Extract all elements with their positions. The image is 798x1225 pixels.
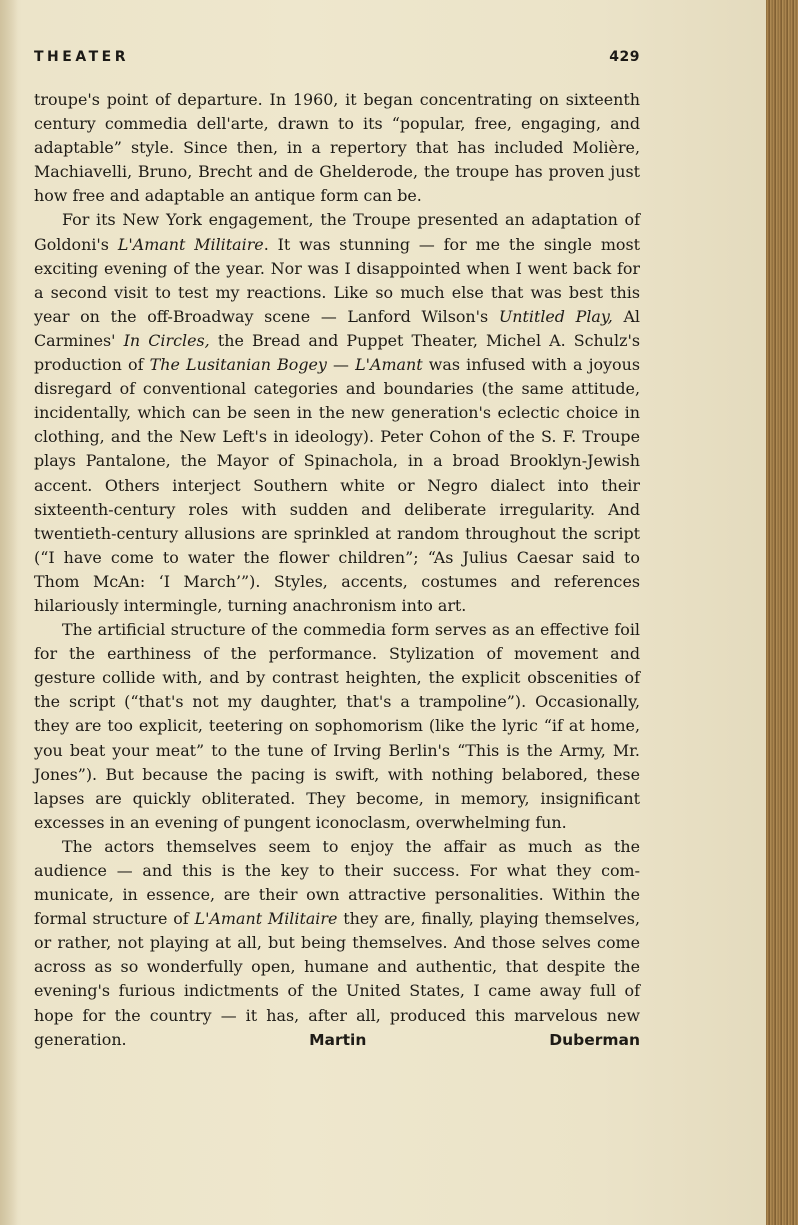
paragraph-4 bbox=[34, 835, 640, 1052]
text-run: — bbox=[326, 355, 356, 375]
paragraph-1 bbox=[34, 88, 640, 208]
article-body bbox=[34, 88, 640, 1052]
page-gutter-shadow bbox=[0, 0, 18, 1225]
text-run: troupe's point of departure. In 1960, it began concentrating on sixteenth century commedia dell'arte, drawn to its “popular, free, engaging, and adaptable” style. Since then, in a repertory that has included Molière, Machiavelli, Bruno, Brecht and de Ghelderode, the troupe has proven just how free and adaptable an antique form can be. bbox=[34, 90, 640, 206]
text-run: . It was stunning — for me the single most exciting evening of the year. Nor was I disappointed when I went back for a second visit to test my reactions. Like so much else that was best this year on the off-Broadway scene — Lanford Wilson's bbox=[34, 234, 641, 326]
italic-title-text: L'Amant bbox=[355, 355, 423, 375]
text-run: the Bread and Puppet Theater, Michel A. Schulz's production of bbox=[34, 330, 640, 375]
italic-title-text: The Lusitanian Bogey bbox=[149, 355, 327, 375]
text-run: For its New York engagement, the Troupe presented an adaptation of Goldoni's bbox=[34, 210, 640, 254]
text-run: was infused with a joyous disregard of conventional categories and boundaries (the same attitude, incidentally, which can be seen in the new generation's eclectic choice in clothing, and the New Left's in ideology). Peter Cohon of the S. F. Troupe plays Pantalone, the Mayor of Spinachola, in a broad Brooklyn-Jewish accent. Others interject Southern white or Negro dialect into their sixteenth-century roles with sudden and deliberate irregularity. And twentieth-century allusions are sprinkled at random throughout the script (“I have come to water the flower children”; “As Julius Caesar said to Thom McAn: ‘I March’”). Styles, accents, costumes and references hilariously intermingle, turning anachronism into art. bbox=[34, 355, 640, 615]
author-signature: Martin Duberman bbox=[309, 1030, 640, 1049]
paragraph-3 bbox=[34, 618, 640, 835]
running-head bbox=[34, 46, 640, 68]
section-title: THEATER bbox=[34, 49, 129, 65]
book-page-edges bbox=[766, 0, 798, 1225]
text-run: The artificial structure of the commedia form serves as an effective foil for the earthiness of the performance. Stylization of movement and gesture collide with, and by contrast heighten, the explicit obscenities of the script (“that's not my daughter, that's a trampoline”). Occasionally, they are too explicit, teetering on sophomorism (like the lyric “if at home, you beat your meat” to the tune of Irving Berlin's “This is the Army, Mr. Jones”). But because the pacing is swift, with nothing belabored, these lapses are quickly obliterated. They become, in memory, insignificant excesses in an evening of pungent iconoclasm, overwhelming fun. bbox=[34, 620, 640, 832]
italic-title-text: L'Amant Militaire bbox=[117, 234, 264, 254]
italic-title-text: L'Amant Militaire bbox=[194, 909, 338, 929]
text-run: The actors themselves seem to enjoy the affair as much as the audience — and this is the key to their success. For what they communicate, in essence, are their own attractive personalities. Within the formal structure of bbox=[34, 836, 640, 929]
paragraph-2 bbox=[34, 208, 640, 618]
italic-title-text: In Circles, bbox=[123, 330, 210, 350]
text-run: Al Carmines' bbox=[34, 306, 641, 350]
page-number: 429 bbox=[609, 49, 640, 65]
italic-title-text: Untitled Play, bbox=[498, 306, 613, 326]
text-run: they are, finally, playing themselves, or rather, not playing at all, but being themselves. And those selves come across as so wonderfully open, humane and authentic, that despite the evening's furious indictments of the United States, I came away full of hope for the country — it has, after all, produced this marvelous new generation. bbox=[34, 909, 640, 1049]
